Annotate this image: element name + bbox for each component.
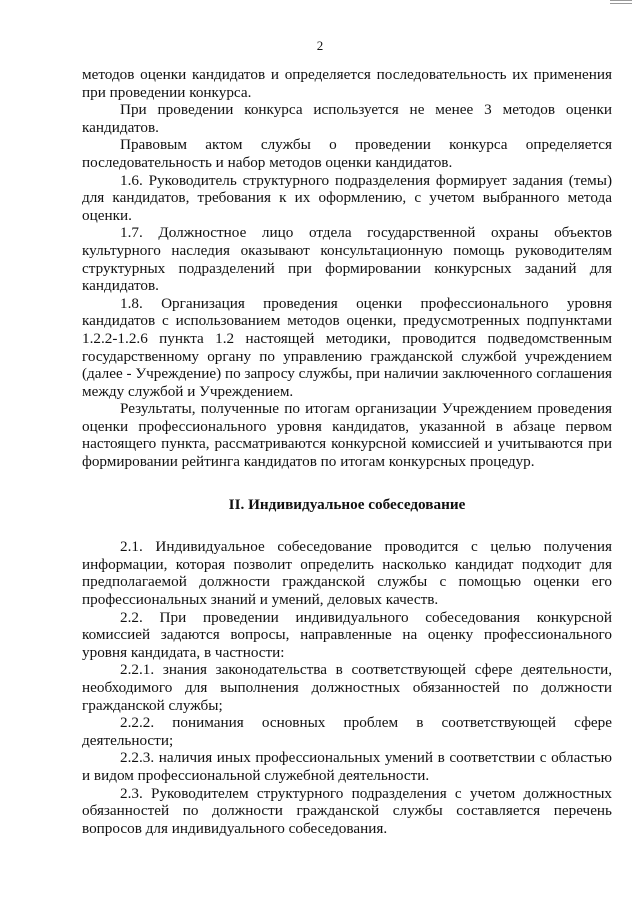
paragraph: При проведении конкурса используется не менее 3 методов оценки кандидатов.	[82, 101, 612, 136]
paragraph: Правовым актом службы о проведении конкурса определяется последовательность и набор методов оценки кандидатов.	[82, 136, 612, 171]
section-heading: II. Индивидуальное собеседование	[228, 495, 466, 513]
page-number: 2	[316, 38, 324, 53]
paragraph-1-8: 1.8. Организация проведения оценки профессионального уровня кандидатов с использованием методов оценки, предусмотренных подпунктами 1.2.2-1.2.6 пункта 1.2 настоящей методики, проводится подведомственным государственному органу по управлению гражданской службой учреждением (далее - Учреждение) по запросу службы, при наличии заключенного соглашения между службой и Учреждением.	[82, 294, 612, 400]
paragraph-1-7: 1.7. Должностное лицо отдела государственной охраны объектов культурного наследия оказывают консультационную помощь руководителям структурных подразделений при формировании конкурсных заданий для кандидатов.	[82, 224, 612, 295]
paragraph-2-1: 2.1. Индивидуальное собеседование проводится с целью получения информации, которая позволит определить насколько кандидат подходит для предполагаемой должности гражданской службы с помощью оценки его профессиональных знаний и умений, деловых качеств.	[82, 538, 612, 609]
paragraph: Результаты, полученные по итогам организации Учреждением проведения оценки профессионального уровня кандидатов, указанной в абзаце первом настоящего пункта, рассматриваются конкурсной комиссией и учитываются при формировании рейтинга кандидатов по итогам конкурсных процедур.	[82, 400, 612, 471]
document-body	[82, 66, 612, 837]
paragraph-2-2: 2.2. При проведении индивидуального собеседования конкурсной комиссией задаются вопросы, направленные на оценку профессионального уровня кандидата, в частности:	[82, 608, 612, 661]
paragraph-2-2-3: 2.2.3. наличия иных профессиональных умений в соответствии с областью и видом профессиональной служебной деятельности.	[82, 749, 612, 784]
paragraph: методов оценки кандидатов и определяется последовательность их применения при проведении конкурса.	[82, 66, 612, 101]
corner-mark	[610, 0, 632, 6]
paragraph-2-2-1: 2.2.1. знания законодательства в соответствующей сфере деятельности, необходимого для выполнения должностных обязанностей по должности гражданской службы;	[82, 661, 612, 714]
paragraph-2-3: 2.3. Руководителем структурного подразделения с учетом должностных обязанностей по должности гражданской службы составляется перечень вопросов для индивидуального собеседования.	[82, 784, 612, 837]
paragraph-2-2-2: 2.2.2. понимания основных проблем в соответствующей сфере деятельности;	[82, 714, 612, 749]
paragraph-1-6: 1.6. Руководитель структурного подразделения формирует задания (темы) для кандидатов, требования к их оформлению, с учетом выбранного метода оценки.	[82, 171, 612, 224]
